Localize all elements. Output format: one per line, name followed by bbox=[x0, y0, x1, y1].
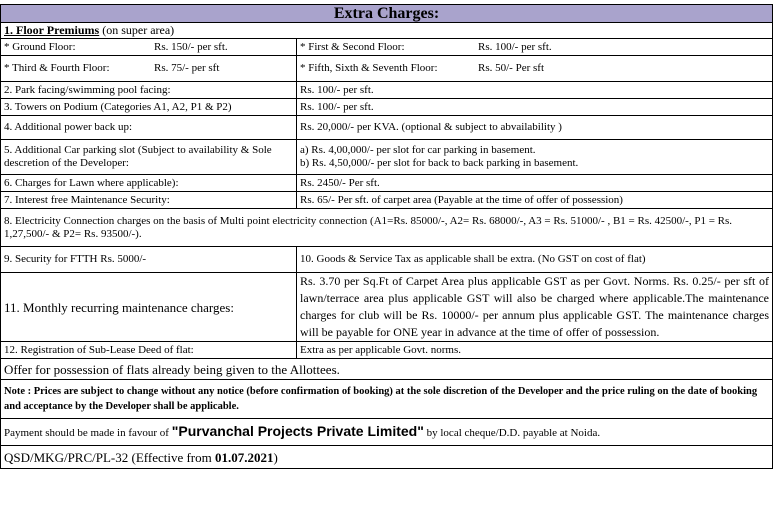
charge-value: Rs. 65/- Per sft. of carpet area (Payable at the time of offer of possession) bbox=[297, 192, 773, 209]
charge-value: a) Rs. 4,00,000/- per slot for car parking in basement. b) Rs. 4,50,000/- per slot for back to back parking in basement. bbox=[297, 140, 773, 175]
registration-label: 12. Registration of Sub-Lease Deed of flat: bbox=[1, 342, 297, 359]
gst-note: 10. Goods & Service Tax as applicable shall be extra. (No GST on cost of flat) bbox=[297, 247, 773, 273]
charge-label: 6. Charges for Lawn where applicable): bbox=[1, 175, 297, 192]
registration-value: Extra as per applicable Govt. norms. bbox=[297, 342, 773, 359]
payment-instructions: Payment should be made in favour of "Purvanchal Projects Private Limited" by local cheque/D.D. payable at Noida. bbox=[1, 419, 773, 446]
floor-premium-cell: * Ground Floor: Rs. 150/- per sft. bbox=[1, 39, 297, 56]
maintenance-label: 11. Monthly recurring maintenance charges: bbox=[1, 273, 297, 342]
extra-charges-table bbox=[0, 4, 773, 469]
charge-value: Rs. 100/- per sft. bbox=[297, 99, 773, 116]
maintenance-value: Rs. 3.70 per Sq.Ft of Carpet Area plus applicable GST as per Govt. Norms. Rs. 0.25/- per sft of lawn/terrace area plus applicable GST will also be charged where applicable.The maintenance charges for club will be Rs. 10000/- per annum plus applicable GST. The maintenance charges will be payable for ONE year in advance at the time of offer of possession. bbox=[297, 273, 773, 342]
charge-label: 7. Interest free Maintenance Security: bbox=[1, 192, 297, 209]
price-note: Note : Prices are subject to change without any notice (before confirmation of booking) at the sole discretion of the Developer and the price ruling on the date of booking and acceptance by the Developer shall be applicable. bbox=[1, 380, 773, 419]
document-code: QSD/MKG/PRC/PL-32 (Effective from 01.07.2021) bbox=[1, 446, 773, 469]
floor-premiums-heading: 1. Floor Premiums (on super area) bbox=[1, 23, 773, 39]
charge-value: Rs. 20,000/- per KVA. (optional & subject to abvailability ) bbox=[297, 116, 773, 140]
charge-label: 2. Park facing/swimming pool facing: bbox=[1, 82, 297, 99]
charge-value: Rs. 2450/- Per sft. bbox=[297, 175, 773, 192]
charge-label: 4. Additional power back up: bbox=[1, 116, 297, 140]
floor-premium-cell: * Third & Fourth Floor: Rs. 75/- per sft bbox=[1, 56, 297, 82]
charge-value: Rs. 100/- per sft. bbox=[297, 82, 773, 99]
floor-premium-cell: * First & Second Floor: Rs. 100/- per sft. bbox=[297, 39, 773, 56]
page-title: Extra Charges: bbox=[1, 5, 773, 23]
floor-premium-cell: * Fifth, Sixth & Seventh Floor: Rs. 50/- Per sft bbox=[297, 56, 773, 82]
charge-label: 3. Towers on Podium (Categories A1, A2, P1 & P2) bbox=[1, 99, 297, 116]
ftth-security: 9. Security for FTTH Rs. 5000/- bbox=[1, 247, 297, 273]
charge-label: 5. Additional Car parking slot (Subject to availability & Sole descretion of the Developer: bbox=[1, 140, 297, 175]
possession-offer: Offer for possession of flats already being given to the Allottees. bbox=[1, 359, 773, 380]
electricity-charges: 8. Electricity Connection charges on the basis of Multi point electricity connection (A1=Rs. 85000/-, A2= Rs. 68000/-, A3 = Rs. 51000/- , B1 = Rs. 42500/-, P1 = Rs. 1,27,500/- & P2= Rs. 93500/-). bbox=[1, 209, 773, 247]
